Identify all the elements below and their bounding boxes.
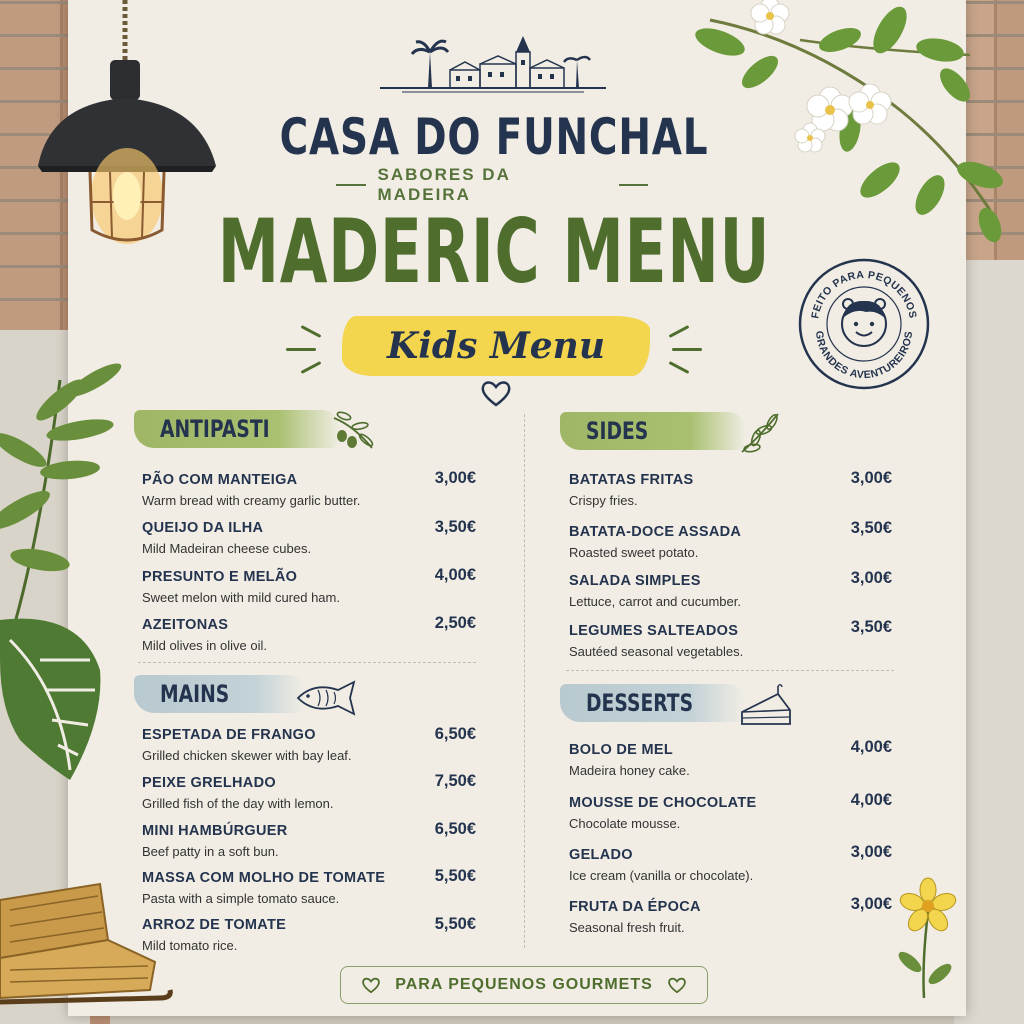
item-name: LEGUMES SALTEADOS [569,623,739,639]
menu-item [569,795,757,831]
item-name: BATATA-DOCE ASSADA [569,524,742,540]
item-price: 3,00€ [850,843,892,861]
menu-item [569,623,743,659]
item-name: BOLO DE MEL [569,742,673,758]
menu-item [569,573,741,609]
heart-icon [361,976,381,994]
menu-item [142,917,286,953]
item-name: ARROZ DE TOMATE [142,917,287,933]
item-name: ESPETADA DE FRANGO [142,727,316,743]
stamp-top-text: FEITO PARA PEQUENOS [809,268,919,320]
item-name: BATATAS FRITAS [569,472,694,488]
item-price: 3,50€ [434,518,476,536]
item-desc: Crispy fries. [569,493,638,508]
footer-text: PARA PEQUENOS GOURMETS [395,976,653,993]
menu-item [142,775,333,811]
item-price: 4,00€ [434,566,476,584]
item-price: 4,00€ [850,791,892,809]
section-header-desserts [560,684,746,722]
section-title: ANTIPASTI [160,415,270,443]
item-desc: Pasta with a simple tomato sauce. [142,891,340,906]
item-desc: Mild tomato rice. [142,938,238,953]
item-price: 5,50€ [434,915,476,933]
menu-item [569,472,693,508]
accent-dash [672,348,702,351]
menu-item [569,847,753,883]
item-name: MOUSSE DE CHOCOLATE [569,795,757,811]
yellow-flower-icon [882,872,962,1002]
item-name: AZEITONAS [142,617,229,633]
menu-item [142,520,311,556]
item-name: PÃO COM MANTEIGA [142,472,298,488]
kid-face-icon [842,299,886,346]
kids-menu-subtitle: Kids Menu [386,325,606,367]
column-divider [524,414,525,948]
tagline: SABORES DA MADEIRA [377,165,511,204]
footer-banner [340,966,708,1004]
heart-icon [480,378,512,408]
menu-title: MADERIC MENU [217,200,771,303]
item-name: QUEIJO DA ILHA [142,520,264,536]
divider [138,662,476,663]
item-price: 5,50€ [434,867,476,885]
item-price: 4,00€ [850,738,892,756]
menu-item [142,569,340,605]
item-desc: Roasted sweet potato. [569,545,699,560]
item-name: GELADO [569,847,633,863]
section-header-mains [134,675,306,713]
olive-branch-icon [330,408,376,454]
menu-item [142,472,360,508]
item-desc: Lettuce, carrot and cucumber. [569,594,741,609]
item-desc: Sautéed seasonal vegetables. [569,644,744,659]
menu-item [142,870,385,906]
item-desc: Mild olives in olive oil. [142,638,267,653]
item-desc: Grilled chicken skewer with bay leaf. [142,748,352,763]
menu-item [142,727,352,763]
item-desc: Seasonal fresh fruit. [569,920,685,935]
item-desc: Beef patty in a soft bun. [142,844,279,859]
herb-sprig-icon [738,408,786,456]
menu-item [569,899,701,935]
menu-item [569,524,741,560]
item-desc: Sweet melon with mild cured ham. [142,590,340,605]
menu-item [142,617,267,653]
item-name: PRESUNTO E MELÃO [142,569,298,585]
item-price: 3,00€ [850,895,892,913]
item-price: 3,50€ [850,618,892,636]
item-price: 2,50€ [434,614,476,632]
cake-slice-icon [738,684,794,732]
item-desc: Chocolate mousse. [569,816,681,831]
item-price: 3,00€ [850,569,892,587]
item-name: MASSA COM MOLHO DE TOMATE [142,870,386,886]
section-title: DESSERTS [586,689,694,717]
section-header-antipasti [134,410,340,448]
item-price: 6,50€ [434,820,476,838]
stamp-bottom-text: GRANDES AVENTUREIROS [812,330,916,382]
item-desc: Ice cream (vanilla or chocolate). [569,868,754,883]
divider [566,670,894,671]
item-desc: Mild Madeiran cheese cubes. [142,541,312,556]
skyline-icon [380,32,606,98]
item-desc: Warm bread with creamy garlic butter. [142,493,361,508]
brand-title: CASA DO FUNCHAL [279,108,709,166]
item-name: PEIXE GRELHADO [142,775,276,791]
menu-item [142,823,287,859]
item-price: 3,00€ [850,469,892,487]
kids-stamp [796,256,932,392]
item-desc: Madeira honey cake. [569,763,690,778]
item-price: 3,50€ [850,519,892,537]
item-name: SALADA SIMPLES [569,573,701,589]
item-price: 6,50€ [434,725,476,743]
item-price: 3,00€ [434,469,476,487]
section-title: SIDES [586,417,649,445]
section-header-sides [560,412,746,450]
tagline-rule-left [336,184,366,186]
item-name: MINI HAMBÚRGUER [142,823,288,839]
plant-leaves-icon [0,340,130,810]
tagline-row [336,165,648,204]
menu-item [569,742,690,778]
section-title: MAINS [160,680,230,708]
tagline-rule-right [619,184,649,186]
heart-icon [667,976,687,994]
item-price: 7,50€ [434,772,476,790]
fish-icon [294,680,360,716]
item-desc: Grilled fish of the day with lemon. [142,796,334,811]
accent-dash [286,348,316,351]
item-name: FRUTA DA ÉPOCA [569,899,701,915]
white-flowers-icon [650,0,1024,245]
